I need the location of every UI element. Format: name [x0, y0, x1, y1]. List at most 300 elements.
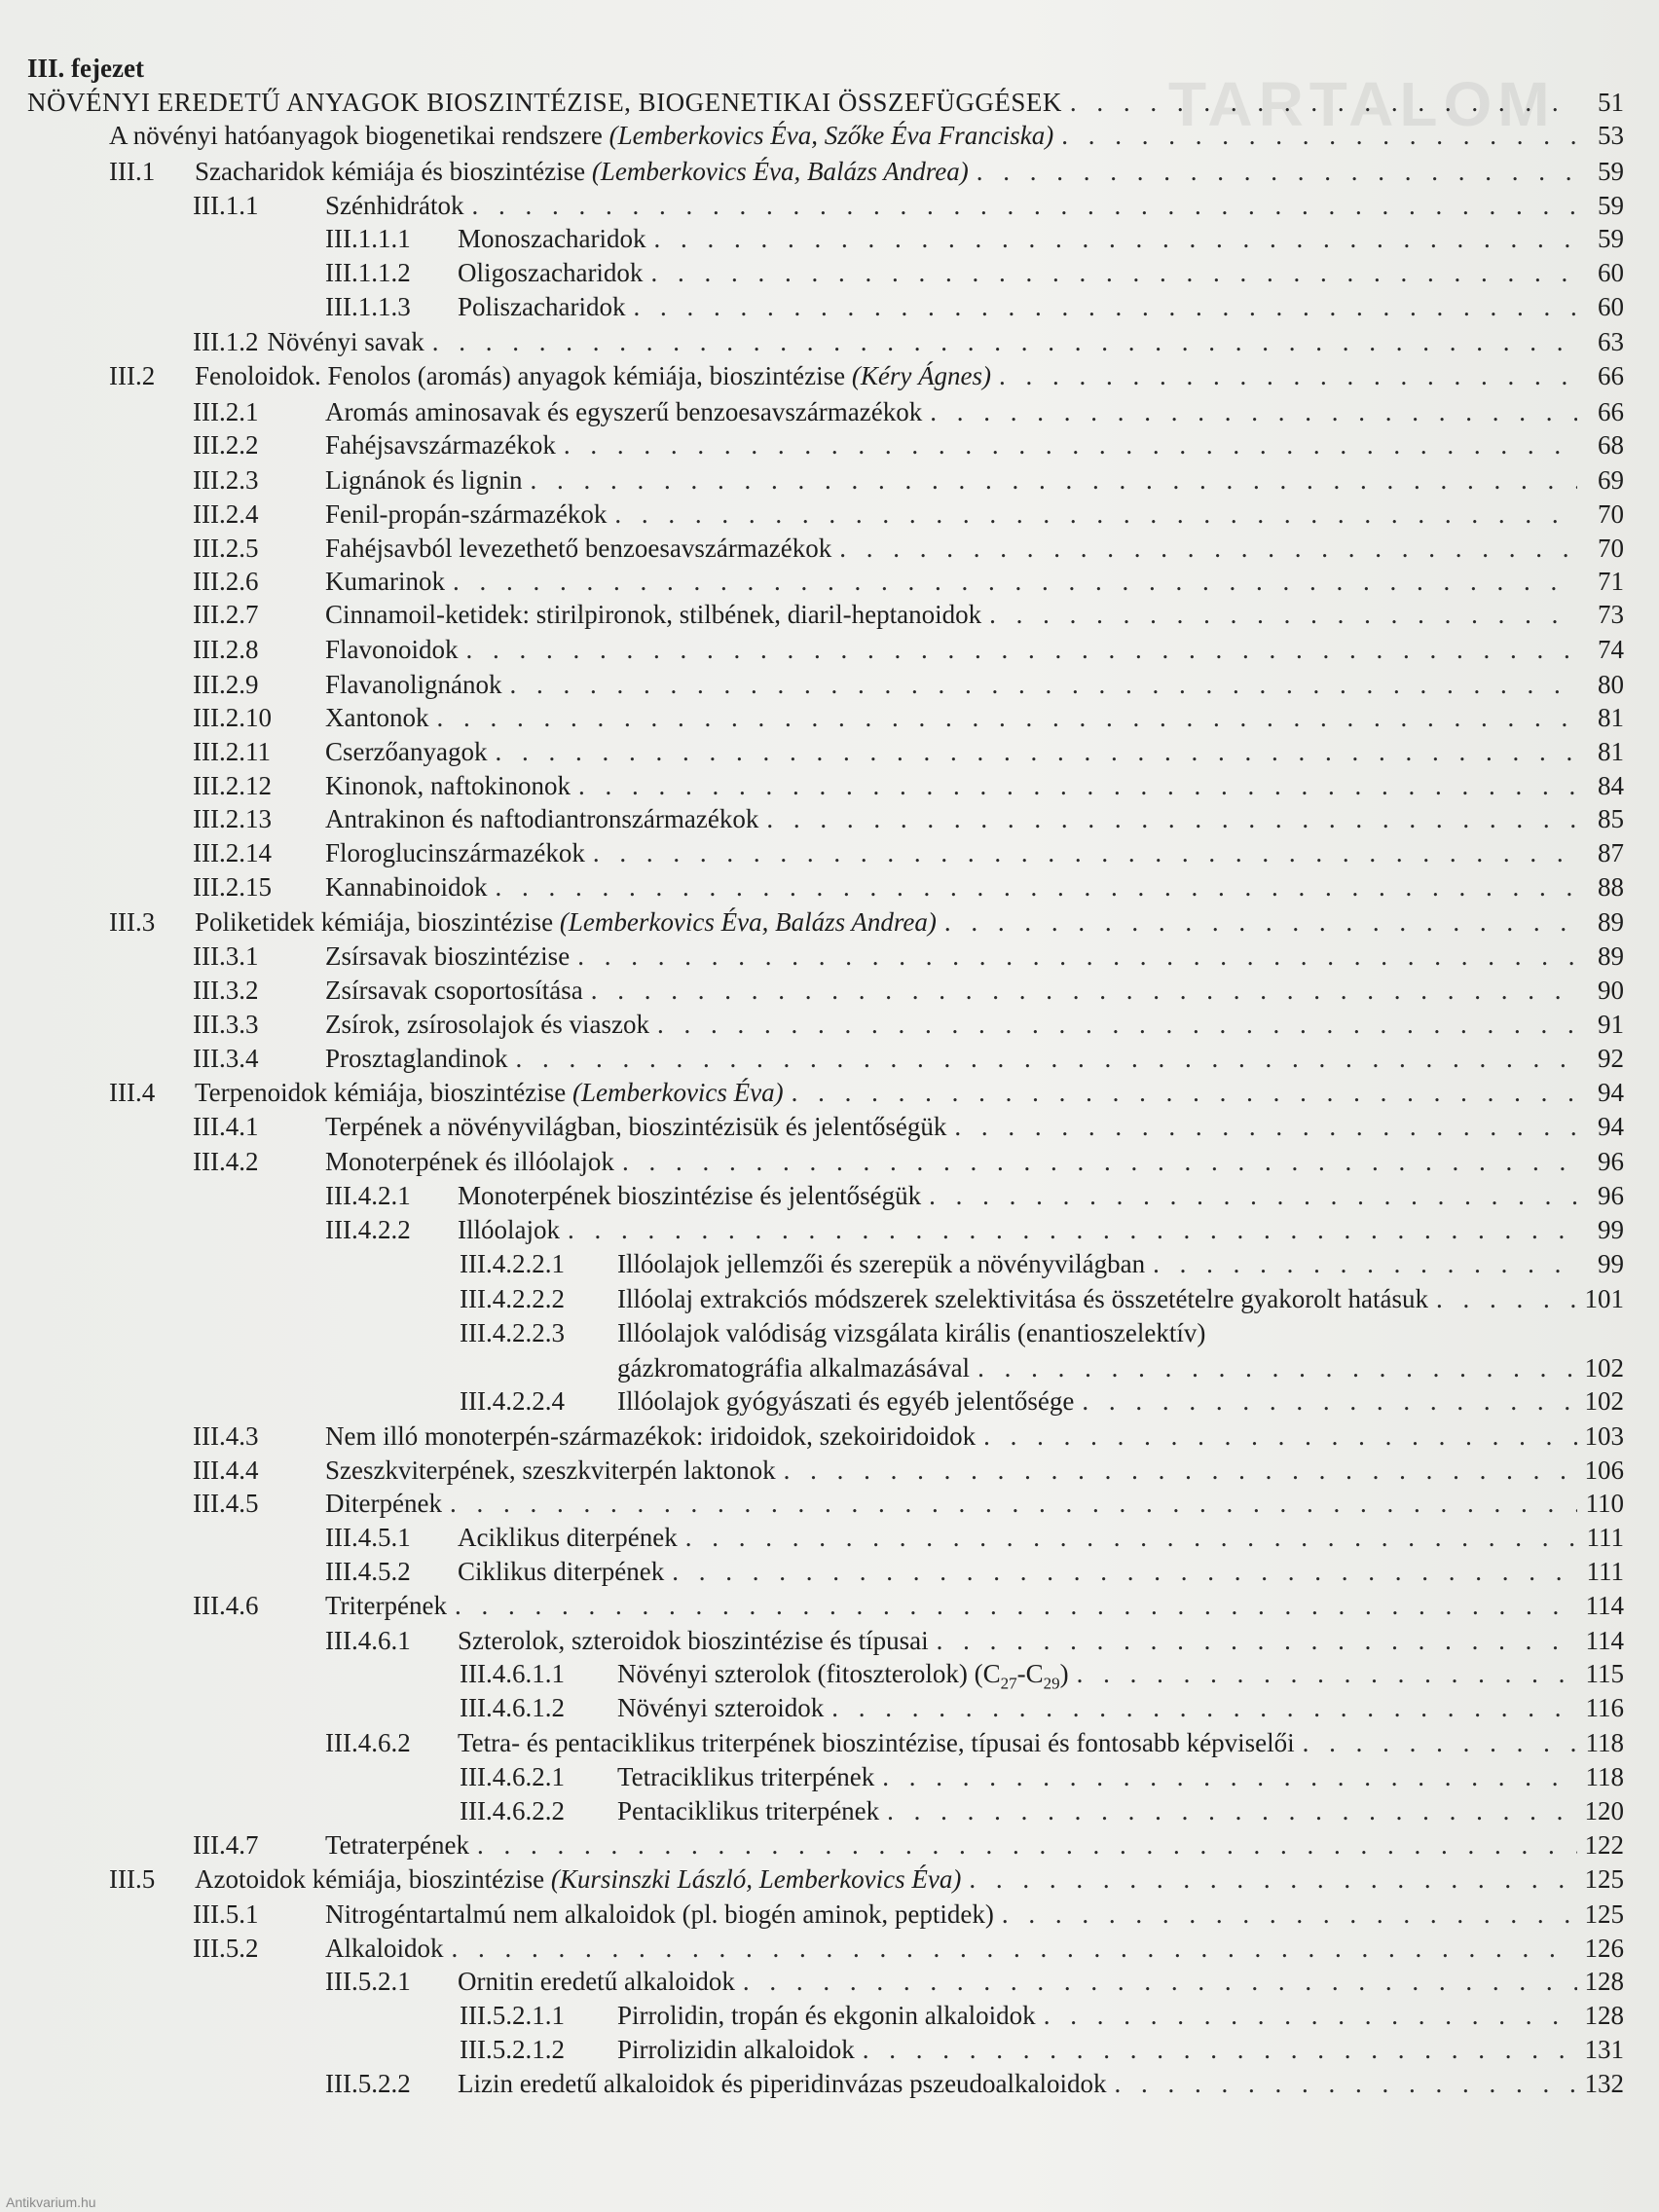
dot-leader: [983, 1419, 1577, 1453]
dot-leader: [743, 1965, 1577, 1998]
dot-leader: [1070, 86, 1577, 119]
toc-entry-title: [325, 532, 831, 565]
toc-entry: [193, 1042, 1624, 1075]
dot-leader: [863, 2033, 1577, 2066]
toc-entry: [193, 668, 1624, 701]
toc-entry-page: 60: [1598, 258, 1624, 287]
toc-entry-number: III.2.9: [193, 670, 259, 699]
dot-leader: [839, 532, 1577, 565]
toc-entry-authors: (Lemberkovics Éva, Szőke Éva Franciska): [602, 121, 1054, 150]
toc-entry: [325, 1624, 1624, 1657]
subscript: 29: [1043, 1674, 1060, 1693]
toc-entry-title: [458, 222, 645, 255]
toc-entry: [193, 325, 1624, 358]
toc-entry-title: [325, 1487, 442, 1520]
toc-entry-title: [325, 633, 459, 666]
toc-entry: [325, 290, 1624, 323]
toc-entry-number: III.3.1: [193, 941, 259, 971]
dot-leader: [455, 1589, 1577, 1622]
toc-entry-title-text: Poliketidek kémiája, bioszintézise: [195, 907, 554, 937]
toc-entry-number: III.3.2: [193, 976, 259, 1005]
toc-entry-number: III.2.1: [193, 397, 259, 426]
toc-entry-title: [458, 1965, 735, 1998]
toc-entry: [193, 463, 1624, 497]
toc-entry-title: [325, 769, 571, 802]
toc-entry: [325, 1726, 1624, 1759]
toc-entry-page: 94: [1598, 1112, 1624, 1141]
toc-entry-title: [458, 290, 625, 323]
toc-entry-number: III.4.6.1.1: [460, 1659, 565, 1688]
toc-entry-title-text: Xantonok: [325, 703, 429, 732]
toc-entry-page: 125: [1584, 1899, 1624, 1929]
toc-entry-page: 59: [1598, 191, 1624, 220]
toc-entry-page: 80: [1598, 670, 1624, 699]
toc-entry-title: [617, 1351, 970, 1384]
toc-entry: [193, 1932, 1624, 1965]
dot-leader: [954, 1110, 1577, 1143]
toc-entry-title-text: Tetra- és pentaciklikus triterpének bioszintézise, típusai és fontosabb képviselői: [458, 1728, 1295, 1757]
toc-entry-page: 89: [1598, 907, 1624, 937]
toc-entry: [460, 1282, 1624, 1315]
toc-entry-number: III.4.4: [193, 1456, 259, 1485]
toc-entry: [193, 769, 1624, 802]
toc-entry-title: [325, 1008, 649, 1041]
toc-entry-number: III.5.2.1.2: [460, 2035, 565, 2064]
toc-entry-number: III.4.6: [193, 1591, 259, 1620]
toc-entry-title-text: Szeszkviterpének, szeszkviterpén laktonok: [325, 1456, 776, 1485]
toc-entry-title: [458, 256, 643, 289]
toc-entry-title-text: Fahéjsavból levezethető benzoesavszármazékok: [325, 534, 832, 563]
toc-entry-title-text: Pentaciklikus triterpének: [617, 1796, 880, 1825]
toc-entry-title: [617, 1691, 824, 1724]
dot-leader: [591, 974, 1577, 1007]
dot-leader: [944, 905, 1577, 939]
toc-entry: [460, 1247, 1624, 1280]
toc-entry-title: [617, 1794, 879, 1827]
toc-entry-page: 102: [1584, 1353, 1624, 1382]
toc-entry-authors: (Lemberkovics Éva): [566, 1078, 784, 1107]
toc-entry-number: III.2.6: [193, 567, 259, 596]
toc-entry-page: 118: [1585, 1728, 1624, 1757]
dot-leader: [887, 1794, 1577, 1827]
toc-entry-number: III.4.6.2.2: [460, 1796, 565, 1825]
toc-entry-title: [325, 940, 570, 973]
toc-entry-number: III.1.1.1: [325, 224, 411, 253]
toc-entry-title-text: Pirrolizidin alkaloidok: [617, 2035, 855, 2064]
toc-entry-title: [325, 1589, 447, 1622]
toc-entry-page: 71: [1598, 567, 1624, 596]
toc-entry-number: III.4.2.1: [325, 1181, 411, 1210]
toc-entry-number: III.3: [109, 907, 156, 937]
toc-entry-title: [195, 1862, 961, 1896]
toc-entry-number: III.5.2.2: [325, 2069, 411, 2098]
toc-entry-page: 102: [1584, 1386, 1624, 1416]
toc-entry-page: 96: [1598, 1147, 1624, 1176]
toc-entry-number: III.4.7: [193, 1830, 259, 1860]
toc-entry: [325, 222, 1624, 255]
toc-entry: [460, 1760, 1624, 1793]
toc-entry-title-text: Flavanolignánok: [325, 670, 502, 699]
dot-leader: [1082, 1384, 1577, 1418]
dot-leader: [530, 463, 1577, 497]
toc-entry-page: 128: [1584, 2001, 1624, 2030]
toc-entry: [193, 395, 1624, 428]
toc-entry-title: [325, 1454, 776, 1487]
toc-entry-number: III.2.7: [193, 600, 259, 629]
toc-entry-number: III.4.5.1: [325, 1523, 411, 1552]
toc-entry-title: [195, 359, 991, 392]
toc-entry-number: III.2.15: [193, 872, 272, 902]
toc-entry-page: 96: [1598, 1181, 1624, 1210]
toc-entry-title: [267, 325, 424, 358]
dot-leader: [685, 1521, 1577, 1554]
toc-entry-title: [325, 598, 981, 631]
toc-entry: [193, 802, 1624, 835]
toc-entry: [109, 905, 1624, 939]
dot-leader: [882, 1760, 1577, 1793]
toc-entry-title: [458, 2067, 1107, 2100]
dot-leader: [593, 836, 1577, 869]
toc-entry-number: III.4.2: [193, 1147, 259, 1176]
toc-entry-title-text: Zsírok, zsírosolajok és viaszok: [325, 1010, 649, 1039]
dot-leader: [515, 1042, 1577, 1075]
toc-entry-title: [325, 1042, 507, 1075]
dot-leader: [929, 1179, 1577, 1212]
toc-entry: [109, 119, 1624, 152]
toc-entry-number: III.4: [109, 1078, 156, 1107]
toc-entry-authors: (Lemberkovics Éva, Balázs Andrea): [553, 907, 937, 937]
toc-entry-page: 74: [1598, 635, 1624, 664]
toc-entry: [325, 1555, 1624, 1588]
toc-entry: [193, 1487, 1624, 1520]
toc-entry-title-text: gázkromatográfia alkalmazásával: [617, 1353, 971, 1382]
dot-leader: [657, 1008, 1577, 1041]
dot-leader: [930, 395, 1577, 428]
toc-entry-title: [325, 870, 487, 903]
toc-entry-page: 99: [1598, 1215, 1624, 1244]
toc-entry-title-text: Cserzőanyagok: [325, 737, 488, 766]
toc-entry-title-text: Lignánok és lignin: [325, 465, 523, 495]
toc-entry-title: [458, 1726, 1295, 1759]
toc-entry-number: III.2.14: [193, 838, 272, 867]
toc-entry-page: 68: [1598, 430, 1624, 460]
dot-leader: [495, 735, 1577, 768]
toc-entry-title-text: Diterpének: [325, 1489, 442, 1518]
toc-entry-title: [325, 802, 758, 835]
toc-entry-title: [325, 836, 585, 869]
dot-leader: [509, 668, 1577, 701]
dot-leader: [937, 1624, 1577, 1657]
dot-leader: [453, 565, 1577, 598]
toc-entry-page: 69: [1598, 465, 1624, 495]
toc-entry: [193, 1454, 1624, 1487]
toc-entry-title-text: Szterolok, szteroidok bioszintézise és típusai: [458, 1626, 929, 1655]
toc-entry-page: 63: [1598, 327, 1624, 356]
toc-entry-title-text: Antrakinon és naftodiantronszármazékok: [325, 804, 759, 833]
toc-entry-title: [325, 565, 445, 598]
toc-entry-title-text: Azotoidok kémiája, bioszintézise: [195, 1864, 545, 1894]
dot-leader: [969, 1862, 1577, 1896]
toc-entry-page: 90: [1598, 976, 1624, 1005]
toc-entry: [325, 1213, 1624, 1246]
dot-leader: [466, 633, 1577, 666]
toc-entry-number: III.4.2.2.2: [460, 1284, 565, 1313]
toc-entry-page: 103: [1584, 1421, 1624, 1451]
toc-entry-authors: (Kursinszki László, Lemberkovics Éva): [544, 1864, 962, 1894]
dot-leader: [1077, 1657, 1577, 1690]
toc-entry-title-text: Illóolajok jellemzői és szerepük a növényvilágban: [617, 1249, 1146, 1278]
toc-entry: [193, 1110, 1624, 1143]
toc-entry-title: [109, 119, 1053, 152]
toc-entry-title-text: Kinonok, naftokinonok: [325, 771, 571, 800]
toc-entry: [193, 974, 1624, 1007]
toc-entry-title: [325, 1828, 469, 1862]
toc-entry-number: III.1.1: [193, 191, 259, 220]
toc-entry-title-text: Aromás aminosavak és egyszerű benzoesavszármazékok: [325, 397, 923, 426]
dot-leader: [784, 1454, 1577, 1487]
toc-entry: [193, 1828, 1624, 1862]
toc-entry-title: [617, 1999, 1036, 2032]
toc-entry-page: 84: [1598, 771, 1624, 800]
toc-entry: [460, 1316, 1624, 1349]
chapter-label: III. fejezet: [27, 54, 144, 83]
dot-leader: [450, 1487, 1577, 1520]
toc-entry: [193, 940, 1624, 973]
dot-leader: [471, 189, 1577, 222]
toc-entry-title: [27, 86, 1062, 119]
toc-entry-number: III.5.1: [193, 1899, 259, 1929]
toc-entry-title-text: Cinnamoil-ketidek: stirilpironok, stilbének, diaril-heptanoidok: [325, 600, 982, 629]
toc-entry: [193, 870, 1624, 903]
toc-entry-title-text: Fenil-propán-származékok: [325, 499, 608, 529]
dot-leader: [1044, 1999, 1577, 2032]
toc-entry-number: III.2.4: [193, 499, 259, 529]
dot-leader: [989, 598, 1577, 631]
toc-entry-number: III.4.2.2.3: [460, 1318, 565, 1347]
toc-entry: [460, 2033, 1624, 2066]
dot-leader: [578, 769, 1577, 802]
toc-entry-number: III.2.11: [193, 737, 271, 766]
dot-leader: [452, 1932, 1578, 1965]
toc-entry-title-text: Oligoszacharidok: [458, 258, 644, 287]
toc-entry: [193, 701, 1624, 734]
toc-entry-title: [617, 1316, 1205, 1349]
toc-entry-page: 116: [1585, 1693, 1624, 1722]
toc-entry-title-text: Illóolaj extrakciós módszerek szelektivitása és összetételre gyakorolt hatásuk: [617, 1284, 1428, 1313]
dot-leader: [1436, 1282, 1577, 1315]
toc-entry-title: [195, 1076, 784, 1109]
toc-entry-number: III.4.2.2.4: [460, 1386, 565, 1416]
toc-entry-page: 114: [1585, 1591, 1624, 1620]
toc-entry-number: III.4.2.2.1: [460, 1249, 565, 1278]
toc-entry-title-text: Zsírsavak csoportosítása: [325, 976, 583, 1005]
toc-entry: [460, 1351, 1624, 1384]
toc-entry-title-text: Növényi savak: [267, 327, 424, 356]
toc-entry-number: III.4.5.2: [325, 1557, 411, 1586]
toc-entry: [193, 428, 1624, 461]
toc-entry-number: III.4.6.2: [325, 1728, 411, 1757]
dot-leader: [977, 155, 1577, 188]
toc-entry-page: 70: [1598, 499, 1624, 529]
toc-entry-number: III.4.5: [193, 1489, 259, 1518]
toc-entry-title: [458, 1521, 678, 1554]
dot-leader: [977, 1351, 1577, 1384]
toc-entry-title-text: A növényi hatóanyagok biogenetikai rendszere: [109, 121, 603, 150]
toc-entry-number: III.4.6.2.1: [460, 1762, 565, 1791]
toc-entry-title-text: Triterpének: [325, 1591, 447, 1620]
toc-entry-title: [617, 1282, 1428, 1315]
toc-entry-title-text: Illóolajok valódiság vizsgálata királis (enantioszelektív): [617, 1318, 1206, 1347]
toc-entry-page: 111: [1586, 1557, 1624, 1586]
toc-entry-title: [458, 1624, 929, 1657]
toc-entry-page: 115: [1585, 1659, 1624, 1688]
toc-entry-page: 94: [1598, 1078, 1624, 1107]
subscript: 27: [1000, 1674, 1017, 1693]
toc-entry-title-text: Kumarinok: [325, 567, 445, 596]
dot-leader: [1061, 119, 1577, 152]
toc-entry-number: III.4.3: [193, 1421, 259, 1451]
toc-entry-title-text: Prosztaglandinok: [325, 1044, 508, 1073]
toc-entry-title: [617, 2033, 855, 2066]
toc-entry: [460, 1384, 1624, 1418]
toc-entry-title: [325, 395, 922, 428]
toc-entry-number: III.3.4: [193, 1044, 259, 1073]
dot-leader: [614, 498, 1577, 531]
toc-entry: [109, 1076, 1624, 1109]
toc-entry: [193, 633, 1624, 666]
toc-entry-page: 131: [1584, 2035, 1624, 2064]
toc-entry-number: III.1: [109, 157, 156, 186]
formula-tail: ): [1059, 1659, 1069, 1688]
toc-entry-title: [325, 1110, 946, 1143]
toc-entry-number: III.2.12: [193, 771, 272, 800]
toc-entry-title: [325, 735, 487, 768]
toc-entry: [193, 1008, 1624, 1041]
toc-entry-page: 53: [1598, 121, 1624, 150]
toc-entry-title-text: Illóolajok gyógyászati és egyéb jelentősége: [617, 1386, 1075, 1416]
toc-entry-number: III.4.1: [193, 1112, 259, 1141]
dot-leader: [1002, 1898, 1577, 1931]
toc-entry: [109, 359, 1624, 392]
toc-entry-number: III.1.1.2: [325, 258, 411, 287]
toc-entry: [193, 532, 1624, 565]
toc-entry-number: III.5.2.1: [325, 1967, 411, 1996]
toc-entry-title: [325, 498, 607, 531]
toc-entry-number: III.2.10: [193, 703, 272, 732]
toc-entry: [193, 598, 1624, 631]
toc-entry: [193, 836, 1624, 869]
toc-entry-title: [458, 1555, 664, 1588]
dot-leader: [436, 701, 1577, 734]
toc-entry-title-text: Alkaloidok: [325, 1934, 444, 1963]
toc-entry-number: III.2.13: [193, 804, 272, 833]
toc-entry-number: III.4.6.1.2: [460, 1693, 565, 1722]
toc-entry-page: 122: [1584, 1830, 1624, 1860]
toc-entry-title-text: Terpenoidok kémiája, bioszintézise: [195, 1078, 567, 1107]
formula-mid: -C: [1016, 1659, 1044, 1688]
toc-entry-title-text: Monoszacharidok: [458, 224, 646, 253]
toc-entry: [325, 256, 1624, 289]
toc-entry-title-text: Floroglucinszármazékok: [325, 838, 585, 867]
toc-entry-page: 99: [1598, 1249, 1624, 1278]
dot-leader: [653, 222, 1577, 255]
toc-entry-title-text: Szénhidrátok: [325, 191, 464, 220]
toc-entry-page: 125: [1584, 1864, 1624, 1894]
toc-entry-page: 81: [1598, 703, 1624, 732]
toc-entry: [193, 189, 1624, 222]
toc-entry-number: III.5: [109, 1864, 156, 1894]
toc-entry-title-text: Pirrolidin, tropán és ekgonin alkaloidok: [617, 2001, 1036, 2030]
toc-entry-title: [325, 668, 501, 701]
toc-entry-title: [325, 1898, 994, 1931]
toc-entry-number: III.1.1.3: [325, 292, 411, 321]
dot-leader: [622, 1145, 1577, 1178]
toc-entry-title-text: Terpének a növényvilágban, bioszintézisük és jelentőségük: [325, 1112, 947, 1141]
toc-entry: [27, 86, 1624, 119]
toc-entry: [109, 155, 1624, 188]
toc-entry-title-text: Nem illó monoterpén-származékok: iridoidok, szekoiridoidok: [325, 1421, 977, 1451]
dot-leader: [766, 802, 1577, 835]
toc-entry-page: 66: [1598, 397, 1624, 426]
toc-entry-page: 114: [1585, 1626, 1624, 1655]
dot-leader: [1303, 1726, 1577, 1759]
toc-entry-title-text: Tetraciklikus triterpének: [617, 1762, 875, 1791]
toc-entry: [460, 1999, 1624, 2032]
toc-entry-number: III.2.8: [193, 635, 259, 664]
toc-entry: [109, 1862, 1624, 1896]
toc-entry: [193, 1145, 1624, 1178]
toc-entry: [193, 1589, 1624, 1622]
toc-entry: [325, 1521, 1624, 1554]
toc-entry-title-text: Illóolajok: [458, 1215, 560, 1244]
dot-leader: [792, 1076, 1577, 1109]
toc-entry-authors: (Lemberkovics Éva, Balázs Andrea): [585, 157, 969, 186]
toc-entry-title: [325, 428, 556, 461]
toc-entry: [460, 1691, 1624, 1724]
toc-entry-title-text: Poliszacharidok: [458, 292, 626, 321]
toc-entry: [193, 735, 1624, 768]
toc-entry-number: III.2.2: [193, 430, 259, 460]
toc-entry: [193, 1898, 1624, 1931]
toc-entry-title-text: Flavonoidok: [325, 635, 459, 664]
dot-leader: [1153, 1247, 1577, 1280]
toc-entry-page: 66: [1598, 361, 1624, 390]
toc-entry-page: 59: [1598, 224, 1624, 253]
toc-entry-page: 128: [1584, 1967, 1624, 1996]
toc-entry-title-text: Tetraterpének: [325, 1830, 470, 1860]
toc-entry-page: 85: [1598, 804, 1624, 833]
toc-entry: [193, 1419, 1624, 1453]
toc-entry-page: 88: [1598, 872, 1624, 902]
toc-entry-number: III.2.5: [193, 534, 259, 563]
toc-entry-page: 81: [1598, 737, 1624, 766]
toc-entry-title-text: Monoterpének bioszintézise és jelentőségük: [458, 1181, 922, 1210]
toc-entry-page: 92: [1598, 1044, 1624, 1073]
toc-entry-title-text: Zsírsavak bioszintézise: [325, 941, 571, 971]
toc-entry-page: 120: [1584, 1796, 1624, 1825]
toc-entry-title-text: Nitrogéntartalmú nem alkaloidok (pl. biogén aminok, peptidek): [325, 1899, 994, 1929]
toc-entry-page: 111: [1586, 1523, 1624, 1552]
dot-leader: [568, 1213, 1577, 1246]
toc-entry-number: III.4.2.2: [325, 1215, 411, 1244]
toc-entry-page: 87: [1598, 838, 1624, 867]
dot-leader: [650, 256, 1577, 289]
toc-entry: [460, 1794, 1624, 1827]
toc-entry-title: [325, 974, 583, 1007]
dot-leader: [477, 1828, 1577, 1862]
toc-entry-title-text: Aciklikus diterpének: [458, 1523, 678, 1552]
dot-leader: [999, 359, 1577, 392]
